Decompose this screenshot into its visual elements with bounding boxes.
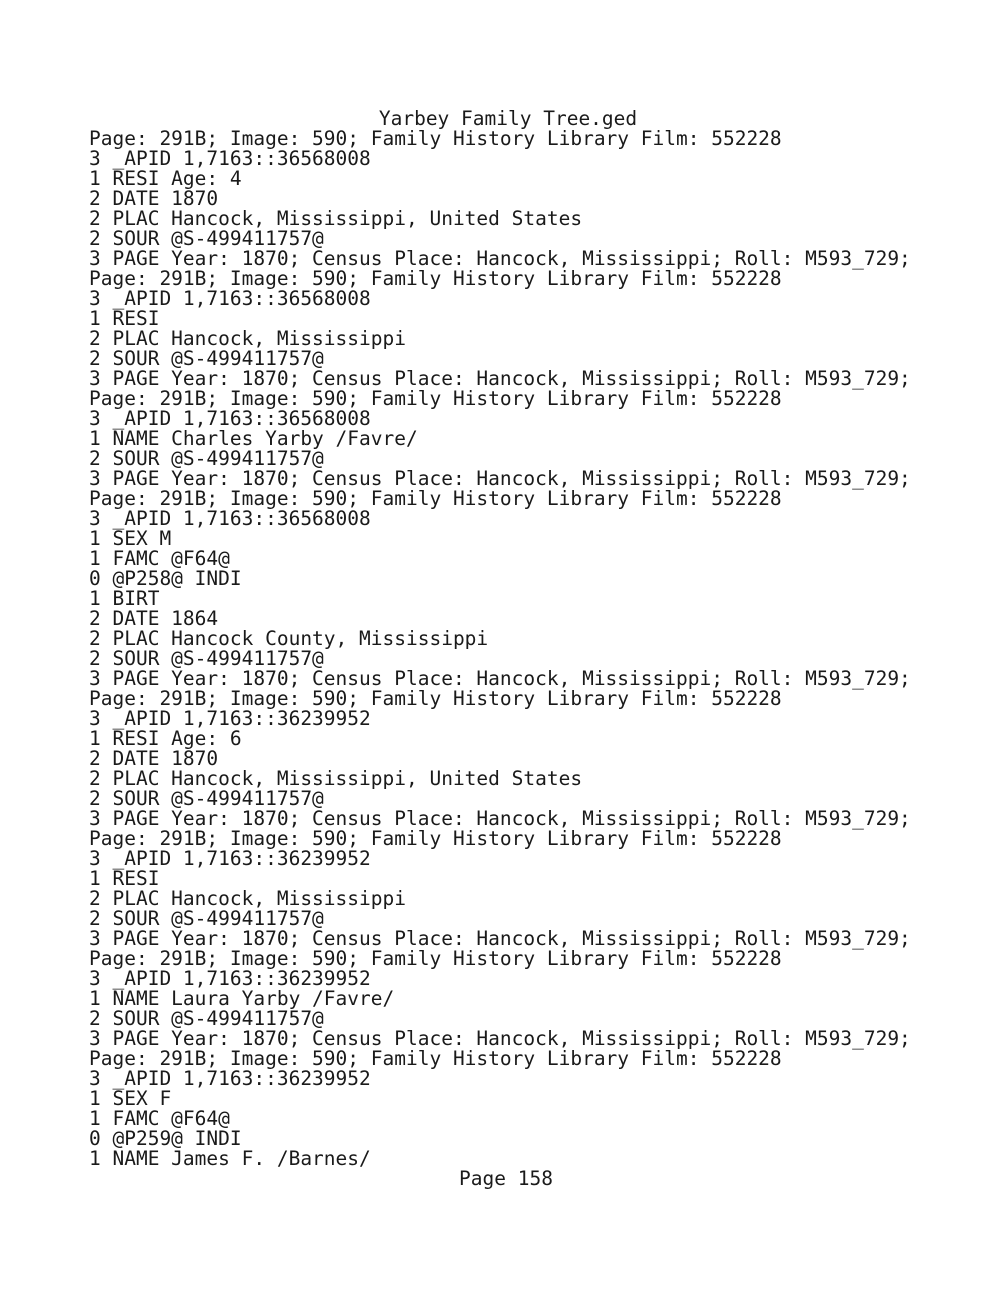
gedcom-line: Page: 291B; Image: 590; Family History Library Film: 552228	[89, 827, 782, 850]
gedcom-line: 3 PAGE Year: 1870; Census Place: Hancock, Mississippi; Roll: M593_729;	[89, 927, 911, 950]
gedcom-line: Page: 291B; Image: 590; Family History Library Film: 552228	[89, 687, 782, 710]
gedcom-line: 3 PAGE Year: 1870; Census Place: Hancock, Mississippi; Roll: M593_729;	[89, 247, 911, 270]
gedcom-line: 1 NAME James F. /Barnes/	[89, 1147, 371, 1170]
gedcom-line: Page: 291B; Image: 590; Family History Library Film: 552228	[89, 947, 782, 970]
gedcom-line: 1 FAMC @F64@	[89, 1107, 230, 1130]
gedcom-line: 3 _APID 1,7163::36239952	[89, 1067, 371, 1090]
gedcom-line: 3 PAGE Year: 1870; Census Place: Hancock, Mississippi; Roll: M593_729;	[89, 367, 911, 390]
gedcom-line: 3 PAGE Year: 1870; Census Place: Hancock, Mississippi; Roll: M593_729;	[89, 807, 911, 830]
gedcom-line: 0 @P259@ INDI	[89, 1127, 242, 1150]
gedcom-line: Page: 291B; Image: 590; Family History Library Film: 552228	[89, 487, 782, 510]
gedcom-line: 1 SEX F	[89, 1087, 172, 1110]
gedcom-line: 2 DATE 1870	[89, 187, 219, 210]
gedcom-line: 3 _APID 1,7163::36568008	[89, 287, 371, 310]
gedcom-line: 2 PLAC Hancock, Mississippi	[89, 327, 406, 350]
gedcom-line: 1 RESI Age: 4	[89, 167, 242, 190]
gedcom-line: Page: 291B; Image: 590; Family History Library Film: 552228	[89, 267, 782, 290]
gedcom-line: 3 _APID 1,7163::36239952	[89, 847, 371, 870]
gedcom-line: 2 SOUR @S-499411757@	[89, 647, 324, 670]
gedcom-line: 1 RESI	[89, 307, 160, 330]
gedcom-line: 1 RESI Age: 6	[89, 727, 242, 750]
gedcom-line: 2 DATE 1864	[89, 607, 219, 630]
gedcom-line: 2 PLAC Hancock, Mississippi	[89, 887, 406, 910]
gedcom-line: 3 _APID 1,7163::36239952	[89, 967, 371, 990]
gedcom-line: Page: 291B; Image: 590; Family History Library Film: 552228	[89, 387, 782, 410]
gedcom-line: 2 SOUR @S-499411757@	[89, 227, 324, 250]
gedcom-line: 3 PAGE Year: 1870; Census Place: Hancock, Mississippi; Roll: M593_729;	[89, 467, 911, 490]
gedcom-line: 1 FAMC @F64@	[89, 547, 230, 570]
document-title: Yarbey Family Tree.ged	[378, 107, 638, 130]
gedcom-line: 2 SOUR @S-499411757@	[89, 447, 324, 470]
gedcom-line: 2 SOUR @S-499411757@	[89, 907, 324, 930]
page-number: Page 158	[459, 1167, 553, 1190]
gedcom-line: 3 _APID 1,7163::36568008	[89, 147, 371, 170]
gedcom-line: 1 SEX M	[89, 527, 172, 550]
gedcom-line: 3 _APID 1,7163::36239952	[89, 707, 371, 730]
gedcom-line: 3 _APID 1,7163::36568008	[89, 507, 371, 530]
gedcom-line: 1 BIRT	[89, 587, 160, 610]
gedcom-line: 2 SOUR @S-499411757@	[89, 787, 324, 810]
gedcom-line: 3 PAGE Year: 1870; Census Place: Hancock, Mississippi; Roll: M593_729;	[89, 667, 911, 690]
gedcom-line: 1 NAME Charles Yarby /Favre/	[89, 427, 418, 450]
gedcom-line: 0 @P258@ INDI	[89, 567, 242, 590]
gedcom-line: Page: 291B; Image: 590; Family History Library Film: 552228	[89, 1047, 782, 1070]
gedcom-line: 2 PLAC Hancock, Mississippi, United States	[89, 767, 583, 790]
gedcom-line: Page: 291B; Image: 590; Family History Library Film: 552228	[89, 127, 782, 150]
gedcom-line: 2 PLAC Hancock County, Mississippi	[89, 627, 489, 650]
gedcom-line: 1 NAME Laura Yarby /Favre/	[89, 987, 395, 1010]
gedcom-record-list	[89, 129, 911, 1169]
gedcom-line: 2 PLAC Hancock, Mississippi, United States	[89, 207, 583, 230]
gedcom-line: 3 _APID 1,7163::36568008	[89, 407, 371, 430]
gedcom-line: 1 RESI	[89, 867, 160, 890]
gedcom-line: 2 SOUR @S-499411757@	[89, 1007, 324, 1030]
gedcom-line: 2 DATE 1870	[89, 747, 219, 770]
gedcom-line: 3 PAGE Year: 1870; Census Place: Hancock, Mississippi; Roll: M593_729;	[89, 1027, 911, 1050]
gedcom-line: 2 SOUR @S-499411757@	[89, 347, 324, 370]
